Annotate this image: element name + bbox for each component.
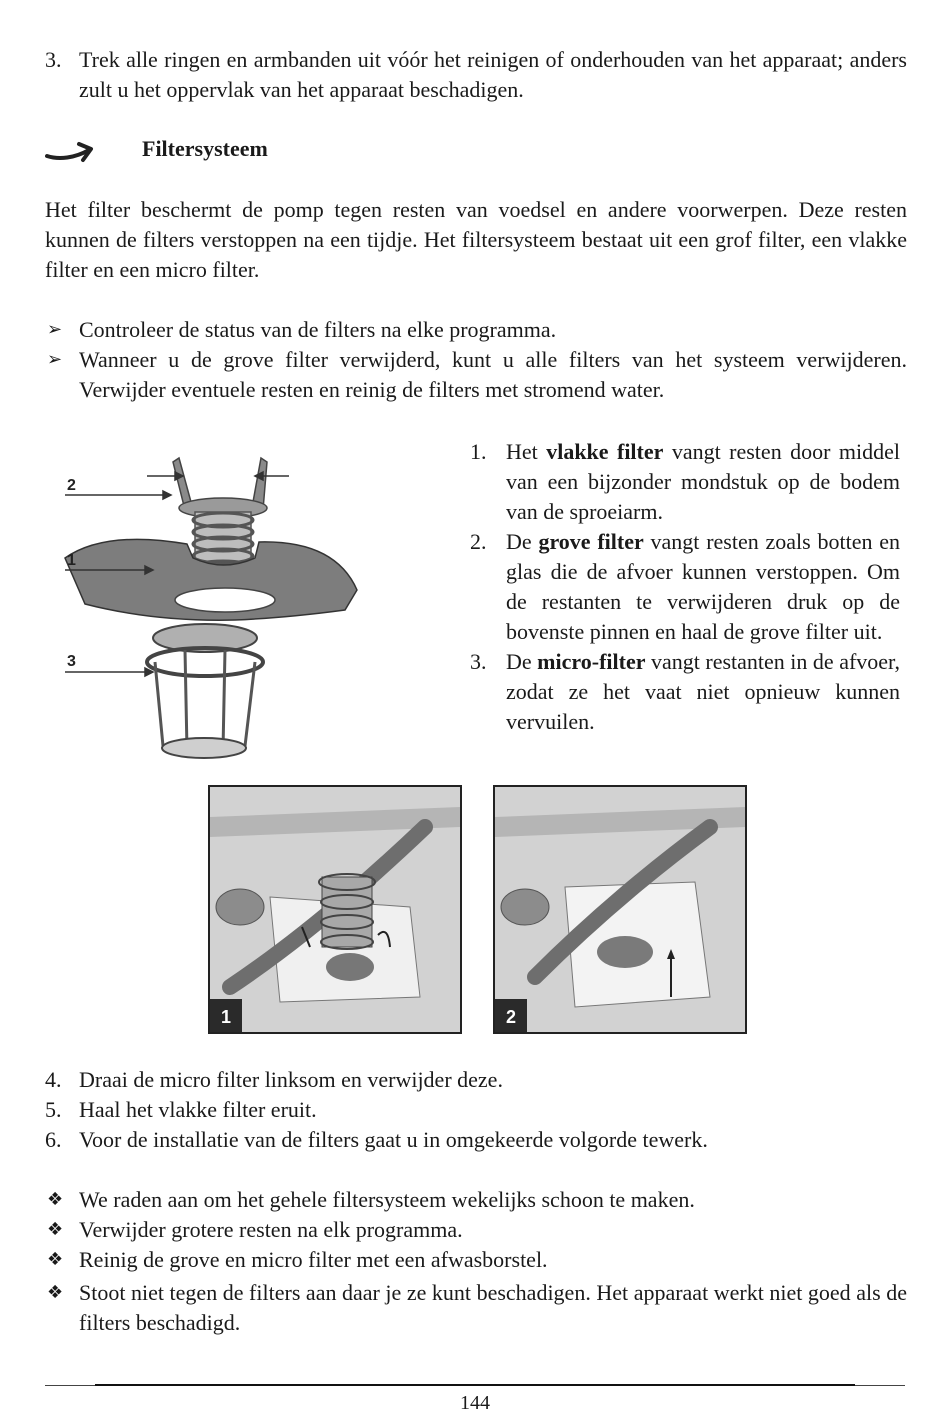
arrow-bullet-text: Controleer de status van de filters na elke programma. xyxy=(79,317,557,342)
tip-item xyxy=(45,1215,907,1245)
filter-list-number: 2. xyxy=(470,529,487,554)
arrow-bullet-text: Wanneer u de grove filter verwijderd, kunt u alle filters van het systeem verwijderen. Verwijder eventuele resten en reinig de filters met stromend water. xyxy=(79,347,907,402)
diamond-bullet-icon: ❖ xyxy=(47,1219,64,1240)
section-description: Het filter beschermt de pomp tegen resten van voedsel en andere voorwerpen. Deze resten kunnen de filters verstoppen na een tijdje. Het filtersysteem bestaat uit een grof filter, een vlakke filter en een micro filter. xyxy=(45,197,907,282)
filter-name: grove filter xyxy=(538,529,644,554)
intro-list-item xyxy=(45,45,907,105)
step-list-item xyxy=(45,1065,907,1095)
arrow-bullet-icon: ➢ xyxy=(47,319,63,340)
filter-list-text: vangt resten door middel van een bijzonder mondstuk op de bodem van de sproeiarm. xyxy=(506,439,900,524)
footer-divider-accent xyxy=(95,1384,855,1386)
tip-text: Stoot niet tegen de filters aan daar je ze kunt beschadigen. Het apparaat werkt niet goed als de filters beschadigd. xyxy=(79,1280,907,1335)
filter-list-text: Het xyxy=(506,439,547,464)
filter-list-number: 3. xyxy=(470,649,487,674)
photo-step-label: 2 xyxy=(505,1007,517,1027)
arrow-bullet-item xyxy=(45,315,907,345)
callout-label: 3 xyxy=(67,653,76,670)
tip-item xyxy=(45,1278,907,1338)
arrow-icon xyxy=(45,138,95,166)
step-number: 4. xyxy=(45,1067,62,1092)
step-list-item xyxy=(45,1125,907,1155)
filter-list-text: vangt restanten in de afvoer, zodat ze het vaat niet opnieuw kunnen vervuilen. xyxy=(506,649,900,734)
step-text: Draai de micro filter linksom en verwijder deze. xyxy=(79,1067,503,1092)
photo-step-label: 1 xyxy=(220,1007,232,1027)
step-text: Haal het vlakke filter eruit. xyxy=(79,1097,317,1122)
section-title: Filtersysteem xyxy=(142,136,268,161)
callout-label: 1 xyxy=(67,552,76,569)
filter-name: micro-filter xyxy=(537,649,646,674)
intro-item-number: 3. xyxy=(45,47,62,72)
step-number: 6. xyxy=(45,1127,62,1152)
diamond-bullet-icon: ❖ xyxy=(47,1282,64,1303)
page-number: 144 xyxy=(460,1392,490,1414)
filter-list-item xyxy=(470,647,900,737)
tip-item xyxy=(45,1245,907,1275)
tip-text: Verwijder grotere resten na elk programma. xyxy=(79,1217,463,1242)
filter-list-number: 1. xyxy=(470,439,487,464)
tip-item xyxy=(45,1185,907,1215)
tip-text: Reinig de grove en micro filter met een afwasborstel. xyxy=(79,1247,548,1272)
dishwasher-photo-2 xyxy=(493,785,747,1034)
step-number: 5. xyxy=(45,1097,62,1122)
filter-list-item xyxy=(470,437,900,527)
intro-item-text: Trek alle ringen en armbanden uit vóór het reinigen of onderhouden van het apparaat; anders zult u het oppervlak van het apparaat beschadigen. xyxy=(79,47,907,102)
diamond-bullet-icon: ❖ xyxy=(47,1189,64,1210)
dishwasher-photo-1 xyxy=(208,785,462,1034)
filter-description-list xyxy=(470,437,900,737)
filter-list-text: vangt resten zoals botten en glas die de afvoer kunnen verstoppen. Om de restanten te verwijderen druk op de bovenste pinnen en haal de grove filter uit. xyxy=(506,529,901,644)
filter-list-text: De xyxy=(506,529,539,554)
step-list-item xyxy=(45,1095,907,1125)
diamond-bullet-icon: ❖ xyxy=(47,1249,64,1270)
arrow-bullet-item xyxy=(45,345,907,405)
filter-list-item xyxy=(470,527,900,647)
filter-name: vlakke filter xyxy=(546,439,664,464)
callout-label: 2 xyxy=(67,477,76,494)
step-text: Voor de installatie van de filters gaat u in omgekeerde volgorde tewerk. xyxy=(79,1127,708,1152)
filter-assembly-illustration xyxy=(45,440,375,770)
tip-text: We raden aan om het gehele filtersysteem wekelijks schoon te maken. xyxy=(79,1187,695,1212)
filter-list-text: De xyxy=(506,649,538,674)
arrow-bullet-icon: ➢ xyxy=(47,349,63,370)
